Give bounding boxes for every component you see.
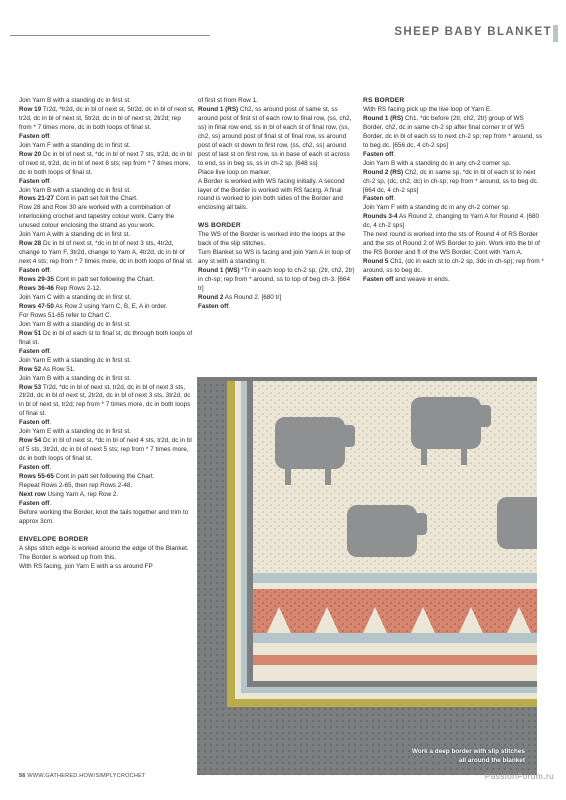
instruction-text: Ch1, (dc in each st to ch-2 sp, 3dc in ch-sp); rep from * around, ss to beg dc.	[363, 258, 544, 275]
instruction-lead: Row 51	[19, 329, 42, 337]
instruction-line	[363, 106, 545, 115]
instruction-lead: Row 20	[19, 150, 42, 158]
instruction-lead: Round 1 (RS)	[198, 105, 239, 113]
instruction-line	[19, 348, 195, 357]
instruction-line	[19, 106, 195, 133]
instruction-text: Row 28 and Row 30 are worked with a combination of interlocking crochet and tapestry colour work. Carry the unused colour enclosing the strand as you work.	[19, 204, 175, 230]
instruction-line	[363, 151, 545, 160]
instruction-text: Tr2d, *tr2d, dc in bl of next st, 5tr2d, dc in bl of next st, tr2d, dc in bl of next st, 5tr2d, dc in bl of next st, 2tr2d; rep from * 7 times more, dc in both loops of final st.	[19, 105, 195, 131]
instruction-line	[363, 213, 545, 231]
section-heading-text: WS BORDER	[198, 222, 241, 230]
instruction-text: .	[228, 302, 231, 310]
instruction-text: Cont in patt set foll the Chart.	[53, 195, 138, 203]
section-heading	[198, 222, 356, 231]
instruction-lead: Next row	[19, 490, 46, 498]
instruction-line	[19, 419, 195, 428]
instruction-line	[19, 384, 195, 420]
instruction-lead: Fasten off	[363, 195, 394, 203]
instruction-text: Join Yarn E with a standing dc in first st.	[19, 356, 131, 364]
instruction-text: Join Yarn B with a standing dc in first st.	[19, 186, 131, 194]
instruction-line	[19, 285, 195, 294]
instruction-text: .	[49, 499, 52, 507]
instruction-text: Join Yarn E with a standing dc in first st.	[19, 428, 131, 436]
section-heading-text: RS BORDER	[363, 97, 405, 104]
instruction-lead: Fasten off	[363, 150, 394, 158]
instruction-text: A Border is worked with WS facing initially. A second layer of the Border is worked with RS facing. A final round is worked to join both sides of the Border and enclosing all tails.	[198, 177, 345, 212]
instruction-line	[19, 545, 195, 563]
instruction-lead: Round 1 (RS)	[363, 114, 404, 122]
instruction-lead: Round 5	[363, 258, 389, 266]
instruction-text: Cont in patt set following the Chart.	[53, 473, 155, 481]
instruction-lead: Row 52	[19, 365, 42, 373]
instruction-line	[19, 500, 195, 509]
instruction-text: Ch1, *dc before (2tr, ch2, 2tr) group of WS Border, ch2, dc in same ch-2 sp after final corner tr of WS Border, dc in bl of each ss to next ch-2 sp; rep from * around, ss to beg dc. [656 dc, 4 ch-2 sps]	[363, 114, 543, 149]
section-heading-text: ENVELOPE BORDER	[19, 535, 89, 543]
section-heading	[363, 97, 545, 106]
instruction-line	[19, 178, 195, 187]
instruction-text: As Round 2, changing to Yarn A for Round 4. [680 dc, 4 ch-2 sps]	[363, 213, 540, 230]
instruction-lead: Fasten off	[363, 276, 394, 284]
instruction-text: and weave in ends.	[393, 276, 450, 284]
instruction-text: Using Yarn A, rep Row 2.	[45, 490, 119, 498]
instruction-text: For Rows 51-65 refer to Chart C.	[19, 311, 112, 319]
instruction-line	[19, 330, 195, 348]
instruction-text: Dc in bl of next st, *dc in bl of next 4 sts, tr2d, dc in bl of 5 sts, 3tr2d, dc in bl of next 5 sts; rep from * 7 times more, dc in both loops of final st.	[19, 437, 192, 463]
page-number: 56	[19, 773, 26, 779]
instruction-line	[19, 204, 195, 231]
instruction-lead: Rows 47-50	[19, 302, 54, 310]
instruction-text: With RS facing, join Yarn E with a ss around FP	[19, 562, 153, 570]
instruction-line	[198, 303, 356, 312]
instruction-lead: Round 2	[198, 293, 224, 301]
instruction-text: The WS of the Border is worked into the loops at the back of the slip stitches.	[198, 231, 346, 248]
instruction-text: Repeat Rows 2-65, then rep Rows 2-48.	[19, 481, 133, 489]
text-column-2	[198, 97, 356, 312]
instruction-text: .	[49, 132, 52, 140]
text-column-1	[19, 97, 195, 572]
instruction-line	[19, 133, 195, 142]
instruction-text: Dc in bl of each st to final st, dc through both loops of final st.	[19, 329, 193, 346]
instruction-line	[19, 563, 195, 572]
instruction-text: A slips stitch edge is worked around the edge of the Blanket. The Border is worked up from this.	[19, 544, 189, 561]
instruction-line	[363, 276, 545, 285]
instruction-line	[19, 97, 195, 106]
instruction-lead: Fasten off	[19, 132, 50, 140]
instruction-line	[198, 178, 356, 214]
blanket-photo-image	[197, 377, 537, 775]
instruction-text: As Row 2 using Yarn C, B, E, A in order.	[53, 302, 168, 310]
text-column-3	[363, 97, 545, 285]
instruction-lead: Fasten off	[19, 347, 50, 355]
instruction-line	[19, 357, 195, 366]
instruction-line	[198, 231, 356, 249]
instruction-lead: Fasten off	[198, 302, 229, 310]
instruction-line	[363, 169, 545, 196]
instruction-text: Join Yarn F with a standing dc in first st.	[19, 141, 131, 149]
instruction-text: The next round is worked into the sts of Round 4 of RS Border and the sts of Round 2 of WS Border to join. Work into the bl of the RS Border and fl of the WS Border. Cont with Yarn A.	[363, 231, 540, 257]
instruction-text: Before working the Border, knot the tails together and trim to approx 3cm.	[19, 508, 189, 525]
instruction-lead: Rounds 3-4	[363, 213, 398, 221]
instruction-line	[19, 240, 195, 267]
section-heading	[19, 536, 195, 545]
instruction-line	[19, 375, 195, 384]
instruction-text: .	[49, 464, 52, 472]
instruction-text: As Row 51.	[41, 365, 76, 373]
instruction-line	[19, 312, 195, 321]
instruction-text: Join Yarn F with a standing dc in any ch-2 corner sp.	[363, 204, 511, 212]
instruction-lead: Fasten off	[19, 177, 50, 185]
instruction-text: Join Yarn B with a standing dc in any ch-2 corner sp.	[363, 159, 511, 167]
instruction-lead: Rows 21-27	[19, 195, 54, 203]
instruction-line	[19, 464, 195, 473]
instruction-line	[19, 428, 195, 437]
instruction-line	[198, 97, 356, 106]
instruction-line	[363, 231, 545, 258]
instruction-line	[19, 437, 195, 464]
site-watermark: PassionForum.ru	[484, 771, 554, 781]
instruction-text: With RS facing pick up the live loop of Yarn E.	[363, 105, 492, 113]
instruction-line	[363, 115, 545, 151]
instruction-lead: Row 53	[19, 383, 42, 391]
instruction-line	[19, 276, 195, 285]
instruction-text: Join Yarn B with a standing dc in first st.	[19, 97, 131, 104]
instruction-lead: Row 19	[19, 105, 42, 113]
instruction-text: .	[49, 347, 52, 355]
instruction-lead: Round 1 (WS)	[198, 267, 240, 275]
instruction-line	[19, 231, 195, 240]
instruction-text: Ch2, dc in same sp, *dc in bl of each st to next ch-2 sp, (dc, ch2, dc) in ch-sp; rep from * around, ss to beg dc. [664 dc, 4 ch-2 sps]	[363, 168, 539, 194]
instruction-text: Join Yarn B with a standing dc in first st.	[19, 374, 131, 382]
instruction-lead: Row 28	[19, 240, 42, 248]
instruction-text: Place live loop on marker.	[198, 168, 271, 176]
instruction-line	[19, 473, 195, 482]
instruction-lead: Round 2 (RS)	[363, 168, 404, 176]
footer-url: WWW.GATHERED.HOW/SIMPLYCROCHET	[27, 773, 146, 779]
instruction-line	[198, 249, 356, 267]
instruction-line	[19, 142, 195, 151]
instruction-text: .	[393, 150, 396, 158]
instruction-line	[19, 366, 195, 375]
instruction-lead: Rows 29-35	[19, 276, 54, 284]
instruction-line	[19, 509, 195, 527]
instruction-line	[363, 258, 545, 276]
instruction-text: of first st from Row 1.	[198, 97, 258, 104]
instruction-text: .	[49, 267, 52, 275]
instruction-line	[198, 294, 356, 303]
instruction-text: .	[49, 419, 52, 427]
instruction-line	[19, 195, 195, 204]
instruction-line	[363, 204, 545, 213]
instruction-lead: Rows 36-46	[19, 285, 54, 293]
instruction-text: As Round 2. [680 tr]	[223, 293, 282, 301]
instruction-line	[198, 106, 356, 169]
page-footer	[19, 773, 146, 779]
instruction-line	[198, 169, 356, 178]
instruction-line	[19, 267, 195, 276]
instruction-text: Turn Blanket so WS is facing and join Yarn A in loop of any st with a standing tr.	[198, 249, 351, 266]
instruction-lead: Row 54	[19, 437, 42, 445]
instruction-line	[19, 482, 195, 491]
instruction-line	[19, 321, 195, 330]
instruction-line	[363, 195, 545, 204]
instruction-text: *Tr in each loop to ch-2 sp, (2tr, ch2, 2tr) in ch-sp; rep from * around, ss to top of beg ch-3. [664 tr]	[198, 267, 355, 292]
instruction-text: Rep Rows 2-12.	[53, 285, 102, 293]
blanket-photo	[197, 377, 537, 775]
instruction-lead: Fasten off	[19, 419, 50, 427]
instruction-text: Cont in patt set following the Chart.	[53, 276, 155, 284]
instruction-text: Join Yarn B with a standing dc in first st.	[19, 320, 131, 328]
instruction-lead: Fasten off	[19, 267, 50, 275]
instruction-text: Join Yarn C with a standing dc in first st.	[19, 293, 132, 301]
instruction-line	[19, 303, 195, 312]
instruction-text: Join Yarn A with a standing dc in first st.	[19, 231, 131, 239]
instruction-line	[363, 160, 545, 169]
instruction-lead: Fasten off	[19, 499, 50, 507]
instruction-text: Ch2, ss around post of same st, ss around post of first st of each row to final row, (ss, ch2, ss) in final row end, ss in bl of each st of final row, (ss, ch2, ss) around post of final st of final row, ss around post of each st down to first row, (ss, ch2, ss) around post of last st on first row, ss in base of each st across to end, ss in beg ss, ss in ch-2 sp. [648 ss]	[198, 105, 352, 167]
instruction-lead: Fasten off	[19, 464, 50, 472]
instruction-text: Dc in bl of next st, *dc in bl of next 3 sts, 4tr2d, change to Yarn F, 3tr2d, change to Yarn A, 4tr2d, dc in bl of next 4 sts; rep from * 7 times more, dc in both loops of final st.	[19, 240, 193, 266]
instruction-line	[198, 267, 356, 294]
instruction-lead: Rows 55-65	[19, 473, 54, 481]
header-accent-bar	[553, 25, 558, 42]
instruction-line	[19, 151, 195, 178]
page-title: SHEEP BABY BLANKET	[394, 26, 552, 38]
instruction-line	[19, 491, 195, 500]
instruction-line	[19, 187, 195, 196]
instruction-text: .	[49, 177, 52, 185]
instruction-text: Tr2d, *dc in bl of next st, tr2d, dc in bl of next 3 sts, 2tr2d, dc in bl of next st, 2tr2d, dc in bl of next 3 sts, 3tr2d, dc in bl of next st, tr2d; rep from * 7 times more, dc in both loops of final st.	[19, 383, 191, 418]
instruction-line	[19, 294, 195, 303]
instruction-text: Dc in bl of next st, *dc in bl of next 7 sts, tr2d, dc in bl of next st, tr2d, dc in bl of next 8 sts; rep from * 7 times more, dc in both loops of final st.	[19, 150, 192, 176]
instruction-text: .	[393, 195, 396, 203]
header-rule	[10, 35, 210, 36]
photo-caption: Work a deep border with slip stitches all around the blanket	[411, 748, 525, 764]
